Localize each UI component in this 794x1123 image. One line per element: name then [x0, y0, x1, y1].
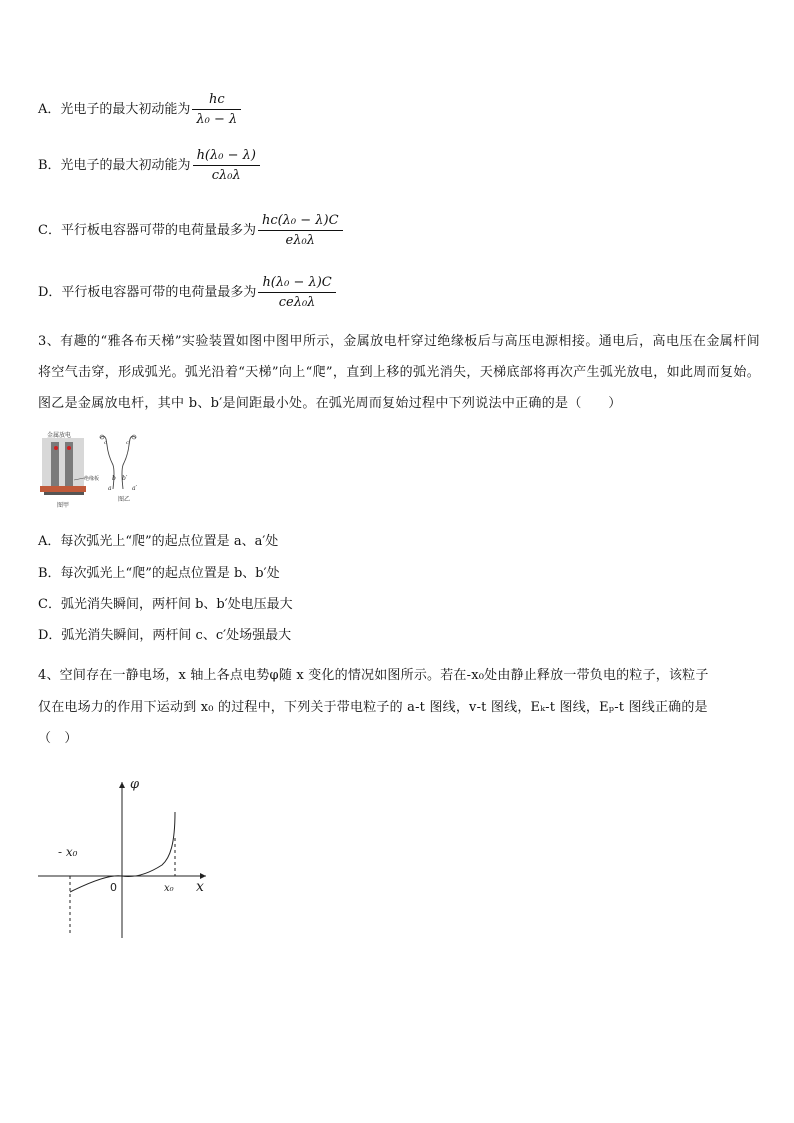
- point-a: a: [108, 485, 112, 492]
- fraction-denominator: λ₀ − λ: [196, 112, 238, 127]
- q3-option-c: C．弧光消失瞬间，两杆间 b、b′处电压最大: [38, 597, 293, 612]
- q2-option-d-fraction: [258, 275, 335, 310]
- q2-option-c-label: C．平行板电容器可带的电荷量最多为: [38, 223, 256, 238]
- base: [44, 492, 84, 495]
- q2-option-a: [38, 92, 241, 127]
- figure-a-background: [42, 438, 84, 488]
- q2-option-c-fraction: [258, 213, 343, 248]
- point-b-prime: b′: [122, 475, 128, 482]
- y-axis-label: φ: [130, 777, 140, 792]
- q2-option-b-label: B．光电子的最大初动能为: [38, 158, 191, 173]
- y-axis-arrow: [119, 782, 125, 788]
- origin-label: 0: [110, 881, 117, 894]
- q2-option-d: [38, 275, 336, 310]
- q2-option-d-label: D．平行板电容器可带的电荷量最多为: [38, 285, 257, 300]
- point-c-prime: c′: [126, 440, 130, 446]
- rod-label: 金属放电: [47, 432, 72, 439]
- fraction-denominator: cλ₀λ: [211, 168, 241, 183]
- q2-option-a-fraction: [192, 92, 241, 127]
- left-electrode-dot: [54, 446, 58, 450]
- q4-stem-line-2: 仅在电场力的作用下运动到 x₀ 的过程中，下列关于带电粒子的 a-t 图线，v-t 图线，Eₖ-t 图线，Eₚ-t 图线正确的是: [38, 700, 708, 715]
- q4-stem-line-1: 4、空间存在一静电场，x 轴上各点电势φ随 x 变化的情况如图所示。若在-x₀处由静止释放一带负电的粒子，该粒子: [38, 668, 709, 683]
- fraction-numerator: h(λ₀ − λ): [193, 148, 260, 166]
- caption-figure-a: 图甲: [57, 502, 70, 509]
- right-electrode-dot: [67, 446, 71, 450]
- fraction-numerator: hc: [192, 92, 241, 110]
- q3-option-d: D．弧光消失瞬间，两杆间 c、c′处场强最大: [38, 628, 292, 643]
- q2-option-c: [38, 213, 343, 248]
- point-a-prime: a′: [132, 485, 137, 492]
- fraction-denominator: eλ₀λ: [285, 233, 315, 248]
- q3-option-b: B．每次弧光上“爬”的起点位置是 b、b′处: [38, 566, 280, 581]
- q4-potential-graph: [30, 770, 220, 945]
- fraction-denominator: ceλ₀λ: [278, 295, 316, 310]
- pos-x0-label: x₀: [164, 883, 174, 894]
- q4-stem-line-3: （ ）: [38, 731, 78, 746]
- neg-x0-label: - x₀: [58, 845, 78, 859]
- q3-figure: [38, 428, 158, 510]
- plate-label: 绝缘板: [84, 476, 100, 482]
- point-b: b: [112, 475, 116, 482]
- caption-figure-b: 图乙: [118, 496, 131, 503]
- q3-option-a: A．每次弧光上“爬”的起点位置是 a、a′处: [38, 534, 279, 549]
- fraction-numerator: h(λ₀ − λ)C: [258, 275, 335, 293]
- fraction-numerator: hc(λ₀ − λ)C: [258, 213, 343, 231]
- x-axis-label: x: [196, 879, 204, 895]
- q2-option-b-fraction: [193, 148, 260, 183]
- q3-stem: 3、有趣的“雅各布天梯”实验装置如图中图甲所示，金属放电杆穿过绝缘板后与高压电源相接。通电后，高电压在金属杆间将空气击穿，形成弧光。弧光沿着“天梯”向上“爬”，直到上移的弧光消失，天梯底部将再次产生弧光放电，如此周而复始。图乙是金属放电杆，其中 b、b′是间距最小处。在弧光周而复始过程中下列说法中正确的是（ ）: [38, 334, 760, 411]
- q2-option-a-label: A．光电子的最大初动能为: [38, 102, 191, 117]
- insulating-plate: [40, 486, 86, 492]
- point-c: c: [104, 440, 107, 446]
- q2-option-b: [38, 148, 260, 183]
